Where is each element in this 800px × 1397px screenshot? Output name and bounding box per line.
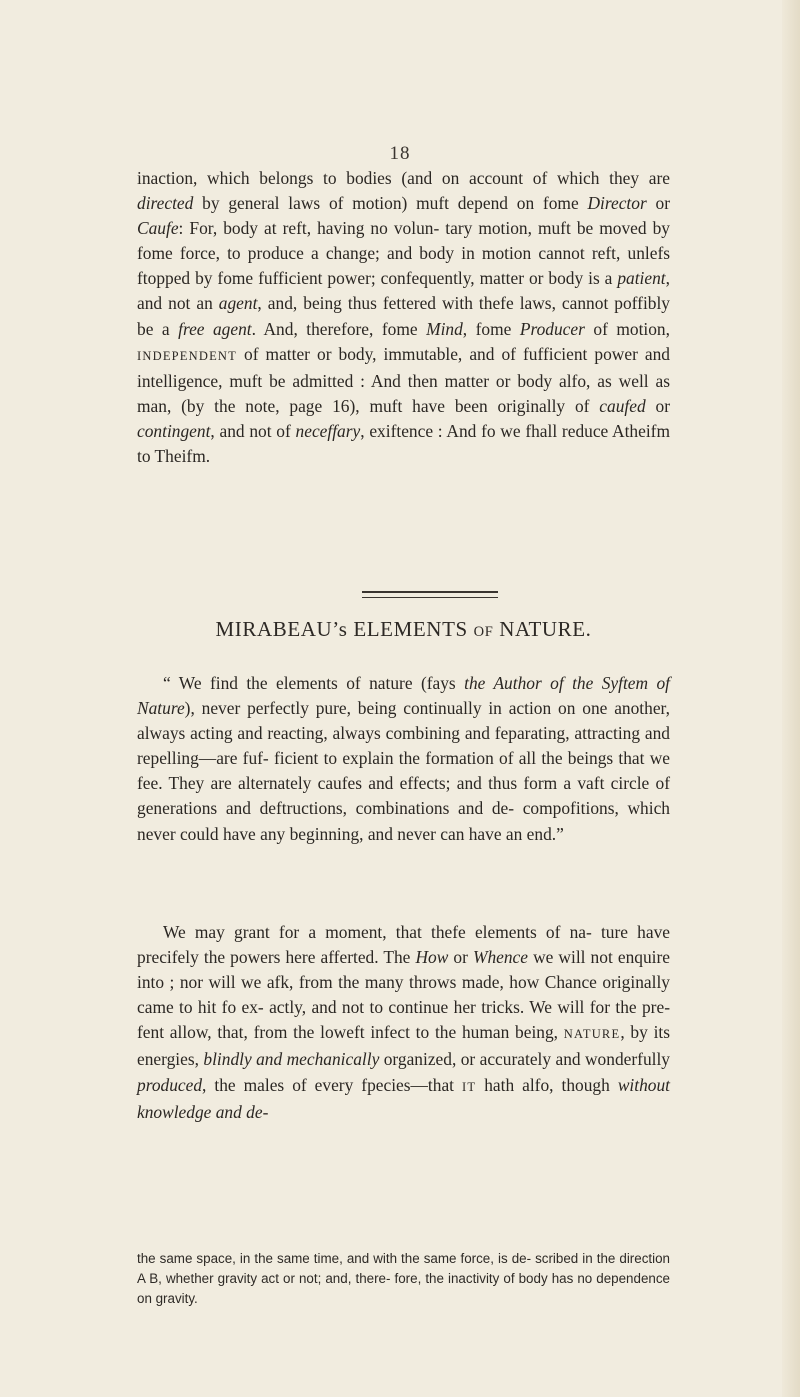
paragraph-continued: inaction, which belongs to bodies (and on account of which they are directed by general laws of motion) muft depend on fome Director or Caufe: For, body at reft, having no volun- tary motion, muft be moved by fome force, to produce a change; and body in motion cannot reft, unlefs ftopped by fome fufficient power; confequently, matter or body is a patient, and not an agent, and, being thus fettered with thefe laws, cannot poffibly be a free agent. And, therefore, fome Mind, fome Producer of motion, INDEPENDENT of matter or body, immutable, and of fufficient power and intelligence, muft be admitted : And then matter or body alfo, as well as man, (by the note, page 16), muft have been originally of caufed or contingent, and not of neceffary, exiftence : And fo we fhall reduce Atheifm to Theifm. [137, 168, 671, 467]
footnote: the same space, in the same time, and with the same force, is de- scribed in the direction A B, whether gravity act or not; and, there- fore, the inactivity of body has no dependence on gravity. [137, 1251, 670, 1306]
body-paragraph: We may grant for a moment, that thefe elements of na- ture have precifely the powers here afferted. The How or Whence we will not enquire into ; nor will we afk, from the many throws made, how Chance originally came to hit fo ex- actly, and not to continue her tricks. We will for the pre- fent allow, that, from the loweft infect to the human being, NATURE, by its energies, blindly and mechanically organized, or accurately and wonderfully produced, the males of every fpecies—that IT hath alfo, though without knowledge and de- [137, 922, 671, 1122]
section-divider [362, 591, 498, 598]
section-heading: MIRABEAU’s ELEMENTS OF NATURE. [215, 617, 592, 641]
page-number: 18 [389, 143, 411, 164]
quotation-paragraph: “ We find the elements of nature (fays the Author of the Syftem of Nature), never perfectly pure, being continually in action on one another, always acting and reacting, always combining and feparating, attracting and repelling—are fuf- ficient to explain the formation of all the beings that we fee. They are alternately caufes and effects; and thus form a vaft circle of generations and deftructions, combinations and de- compofitions, which never could have any beginning, and never can have an end.” [137, 673, 670, 844]
page-edge-shadow [782, 0, 800, 1397]
